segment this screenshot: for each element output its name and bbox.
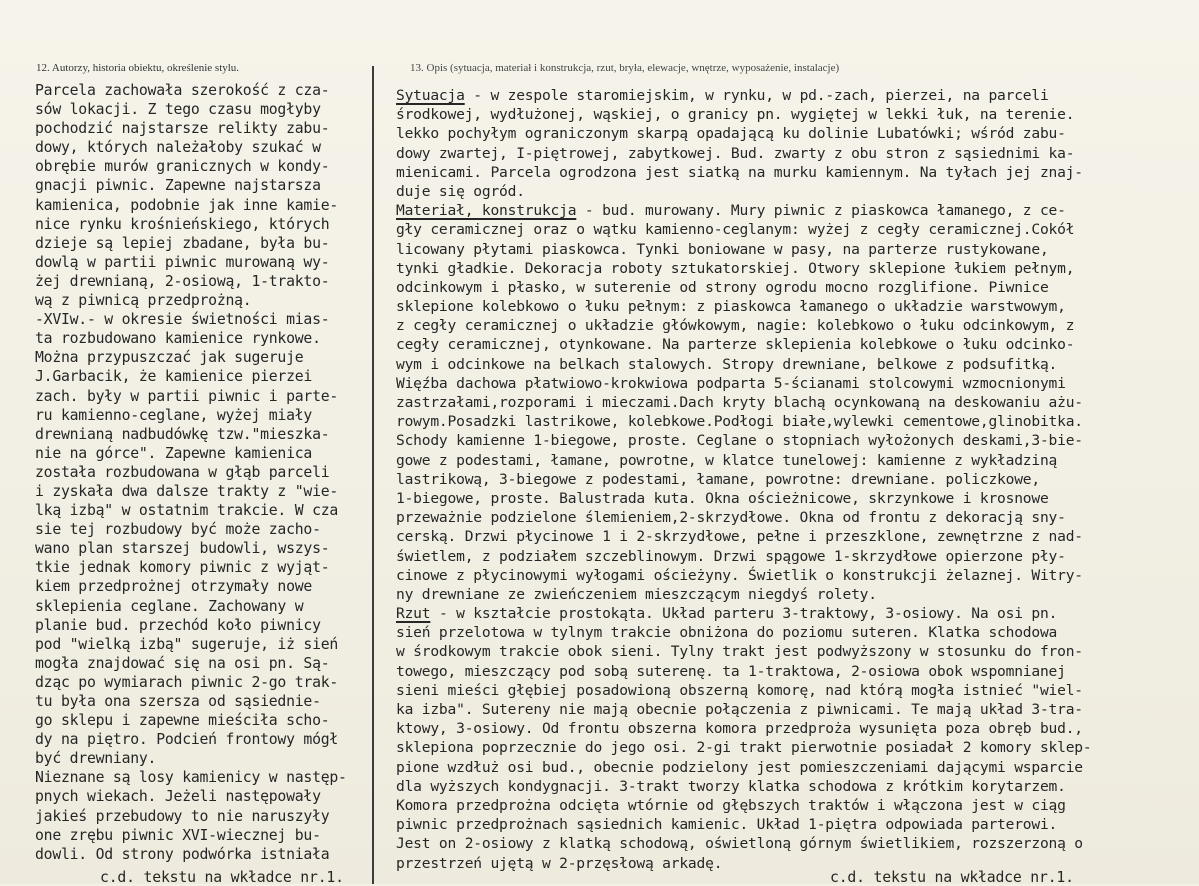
line-text: wym i odcinkowe na belkach stalowych. Stropy drewniane, belkowe z podsufitką.	[396, 355, 1058, 373]
text-line	[396, 259, 1196, 278]
section-label: Rzut	[396, 605, 431, 623]
line-text: gły ceramicznej oraz o wątku kamienno-ceglanym: wyżej z cegły ceramicznej.Cokół	[396, 221, 1075, 239]
line-text: sklepione kolebkowo o łuku pełnym: z piaskowca łamanego o układzie warstwowym,	[396, 298, 1066, 316]
text-line	[396, 182, 1196, 201]
text-line	[396, 508, 1196, 527]
line-text: lastrikową, 3-biegowe z podestami, łamane, powrotne: drewniane. policzkowe,	[396, 470, 1040, 488]
text-line	[396, 144, 1196, 163]
text-line: pnych wiekach. Jeżeli następowały	[35, 788, 321, 806]
text-line	[396, 297, 1196, 316]
text-line	[396, 278, 1196, 297]
text-line: tkie jednak komory piwnic z wyjąt-	[35, 559, 330, 577]
text-line	[396, 105, 1196, 124]
text-line: wą z piwnicą przedprożną.	[35, 292, 252, 310]
text-line	[396, 355, 1196, 374]
line-text: lekko pochyłym ograniczonym skarpą opadającą ku dolinie Lubatówki; wśród zabu-	[396, 125, 1066, 143]
text-line	[396, 163, 1196, 182]
text-line: ta rozbudowano kamienice rynkowe.	[35, 330, 321, 348]
text-line	[396, 547, 1196, 566]
text-line: nice rynku krośnieńskiego, których	[35, 215, 330, 233]
text-line	[396, 220, 1196, 239]
text-line: one zrębu piwnic XVI-wiecznej bu-	[35, 826, 321, 844]
text-line: sów lokacji. Z tego czasu mogłyby	[35, 101, 321, 119]
column-divider	[372, 66, 374, 884]
text-line: dzieje są lepiej zbadane, była bu-	[35, 234, 330, 252]
text-line: dowy, których należałoby szukać w	[35, 139, 321, 157]
text-line	[396, 566, 1196, 585]
text-line: J.Garbacik, że kamienice pierzei	[35, 368, 313, 386]
line-text: piwnic przedprożnach sąsiednich kamienic. Układ 1-piętra odpowiada parterowi.	[396, 816, 1058, 834]
line-text: dla wyższych kondygnacji. 3-trakt tworzy klatka schodowa z krótkim korytarzem.	[396, 777, 1066, 795]
text-line	[396, 316, 1196, 335]
text-line: wano plan starszej budowli, wszys-	[35, 540, 330, 558]
line-text: sień przelotowa w tylnym trakcie obniżona do poziomu suteren. Klatka schodowa	[396, 624, 1058, 642]
line-text: ka izba". Sutereny nie mają obecnie połączenia z piwnicami. Te mają układ 3-tra-	[396, 701, 1083, 718]
line-text: przeważnie podzielone ślemieniem,2-skrzydłowe. Okna od frontu z dekoracją sny-	[396, 509, 1066, 527]
line-text: - w kształcie prostokąta. Układ parteru 3-traktowy, 3-osiowy. Na osi pn.	[430, 605, 1058, 623]
text-line	[396, 815, 1196, 834]
text-line: Nieznane są losy kamienicy w następ-	[35, 769, 347, 787]
text-line: kamienica, podobnie jak inne kamie-	[35, 196, 339, 214]
text-line	[396, 240, 1196, 259]
text-line: sklepienia ceglane. Zachowany w	[35, 597, 304, 615]
text-line: planie bud. przechód koło piwnicy	[35, 616, 321, 634]
text-line	[396, 854, 1196, 873]
text-line	[396, 393, 1196, 412]
text-line: sie tej rozbudowy być może zacho-	[35, 521, 321, 539]
text-line	[396, 585, 1196, 604]
continuation-note-left: c.d. tekstu na wkładce nr.1.	[100, 869, 344, 886]
line-text: sklepiona poprzecznie do jego osi. 2-gi trakt pierwotnie posiadał 2 komory sklep-	[396, 739, 1092, 757]
text-line	[396, 431, 1196, 450]
text-line: drewnianą nadbudówkę tzw."mieszka-	[35, 425, 330, 443]
history-column	[35, 81, 370, 864]
text-line: Parcela zachowała szerokość z cza-	[35, 82, 330, 99]
line-text: cinowe z płycinowymi wyłogami ościeżyny. Świetlik o konstrukcji żelaznej. Witry-	[396, 566, 1083, 584]
text-line: dy na piętro. Podcień frontowy mógł	[35, 731, 339, 749]
text-line: jakieś przebudowy to nie naruszyły	[35, 807, 330, 825]
text-line: pochodzić najstarsze relikty zabu-	[35, 120, 330, 138]
text-line	[396, 796, 1196, 815]
line-text: środkowej, wydłużonej, wąskiej, o granicy pn. wygiętej w lekki łuk, na terenie.	[396, 106, 1075, 124]
text-line: dząc po wymiarach piwnic 2-go trak-	[35, 673, 339, 691]
text-line	[396, 335, 1196, 354]
line-text: Komora przedprożna odcięta wtórnie od głębszych traktów i włączona jest w ciąg	[396, 796, 1066, 814]
line-text: w środkowym trakcie obok sieni. Tylny trakt jest podwyższony w stosunku do fron-	[396, 643, 1083, 661]
section-13-header: 13. Opis (sytuacja, materiał i konstrukcja, rzut, bryła, elewacje, wnętrze, wyposażenie, instalacje)	[410, 62, 840, 74]
text-line: kiem przedprożnej otrzymały nowe	[35, 578, 313, 596]
text-line	[396, 412, 1196, 431]
continuation-note-right: c.d. tekstu na wkładce nr.1.	[830, 869, 1074, 886]
text-line	[396, 86, 1196, 105]
text-line	[396, 758, 1196, 777]
line-text: Schody kamienne 1-biegowe, proste. Ceglane o stopniach wyłożonych deskami,3-bie-	[396, 432, 1083, 450]
line-text: pione wzdłuż osi bud., obecnie podzielony jest pomieszczeniami dającymi wsparcie	[396, 758, 1083, 776]
text-line: tu była ona szersza od sąsiednie-	[35, 693, 321, 710]
text-line: obrębie murów granicznych w kondy-	[35, 158, 330, 176]
text-line	[396, 604, 1196, 623]
section-label: Sytuacja	[396, 87, 465, 104]
text-line	[396, 451, 1196, 470]
text-line	[396, 834, 1196, 853]
line-text: - bud. murowany. Mury piwnic z piaskowca łamanego, z ce-	[576, 202, 1066, 220]
text-line: ru kamienno-ceglane, wyżej miały	[35, 406, 313, 424]
text-line: zach. były w partii piwnic i parte-	[35, 387, 339, 405]
text-line	[396, 719, 1196, 738]
line-text: rowym.Posadzki lastrikowe, kolebkowe.Podłogi białe,wylewki cementowe,glinobitka.	[396, 413, 1083, 431]
text-line	[396, 662, 1196, 681]
line-text: odcinkowym i płasko, w suterenie od strony ogrodu mocno rozglifione. Piwnice	[396, 278, 1049, 296]
line-text: 1-biegowe, proste. Balustrada kuta. Okna ościeżnicowe, skrzynkowe i krosnowe	[396, 489, 1049, 507]
line-text: ktowy, 3-osiowy. Od frontu obszerna komora przedproża wysunięta poza obręb bud.,	[396, 720, 1083, 738]
text-line	[396, 700, 1196, 719]
description-column	[396, 86, 1196, 873]
text-line	[396, 527, 1196, 546]
text-line: została rozbudowana w głąb parceli	[35, 463, 330, 481]
text-line: go sklepu i zapewne mieściła scho-	[35, 712, 330, 730]
text-line: pod "wielką izbą" sugeruje, iż sień	[35, 635, 339, 653]
text-line	[396, 374, 1196, 393]
text-line	[396, 777, 1196, 796]
line-text: ny drewniane ze zwieńczeniem mieszczącym niegdyś rolety.	[396, 585, 877, 603]
text-line	[396, 738, 1196, 757]
line-text: mienicami. Parcela ogrodzona jest siatką na murku kamiennym. Na tyłach jej znaj-	[396, 163, 1083, 181]
line-text: Jest on 2-osiowy z klatką schodową, oświetloną górnym świetlikiem, rozszerzoną o	[396, 835, 1083, 853]
text-line: Można przypuszczać jak sugeruje	[35, 349, 304, 367]
text-line	[396, 124, 1196, 143]
text-line: nie na górce". Zapewne kamienica	[35, 444, 313, 462]
line-text: - w zespole staromiejskim, w rynku, w pd.-zach, pierzei, na parceli	[464, 87, 1049, 104]
line-text: Więźba dachowa płatwiowo-krokwiowa podparta 5-ścianami stolcowymi wzmocnionymi	[396, 374, 1066, 392]
text-line	[396, 681, 1196, 700]
text-line	[396, 642, 1196, 661]
section-12-header: 12. Autorzy, historia obiektu, określenie stylu.	[36, 62, 240, 74]
line-text: licowany płytami piaskowca. Tynki boniowane w pasy, na parterze rustykowane,	[396, 240, 1049, 258]
line-text: przestrzeń ujętą w 2-przęsłową arkadę.	[396, 854, 723, 872]
line-text: sieni mieści głębiej posadowioną obszerną komorę, nad którą mogła istnieć "wiel-	[396, 681, 1083, 699]
line-text: dowy zwartej, I-piętrowej, zabytkowej. Bud. zwarty z obu stron z sąsiednimi ka-	[396, 144, 1075, 162]
line-text: gowe z podestami, łamane, powrotne, w klatce tunelowej: kamienne z wykładziną	[396, 451, 1058, 469]
line-text: świetlem, z podziałem szczeblinowym. Drzwi spągowe 1-skrzydłowe opierzone pły-	[396, 547, 1066, 565]
section-label: Materiał, konstrukcja	[396, 202, 577, 220]
line-text: duje się ogród.	[396, 182, 525, 200]
text-line: lką izbą" w ostatnim trakcie. W cza	[35, 502, 339, 520]
text-line	[396, 470, 1196, 489]
text-line: mogła znajdować się na osi pn. Są-	[35, 654, 330, 672]
line-text: tynki gładkie. Dekoracja roboty sztukatorskiej. Otwory sklepione łukiem pełnym,	[396, 259, 1075, 277]
text-line	[396, 489, 1196, 508]
text-line: gnacji piwnic. Zapewne najstarsza	[35, 177, 321, 195]
text-line: dowlą w partii piwnic murowaną wy-	[35, 253, 330, 271]
text-line: żej drewnianą, 2-osiową, 1-trakto-	[35, 272, 330, 290]
line-text: z cegły ceramicznej o układzie główkowym, nagie: kolebkowo o łuku odcinkowym, z	[396, 317, 1075, 335]
text-line	[396, 623, 1196, 642]
line-text: zastrzałami,rozporami i mieczami.Dach kryty blachą ocynkowaną na deskowaniu ażu-	[396, 394, 1083, 411]
text-line: dowli. Od strony podwórka istniała	[35, 845, 330, 863]
text-line: i zyskała dwa dalsze trakty z "wie-	[35, 482, 339, 500]
text-line: być drewniany.	[35, 750, 157, 768]
line-text: towego, mieszczący pod sobą suterenę. ta 1-traktowa, 2-osiowa obok wspomnianej	[396, 662, 1066, 680]
text-line: -XVIw.- w okresie świetności mias-	[35, 311, 330, 329]
text-line	[396, 201, 1196, 220]
line-text: cerską. Drzwi płycinowe 1 i 2-skrzydłowe, pełne i przeszklone, zewnętrzne z nad-	[396, 528, 1083, 546]
line-text: cegły ceramicznej, otynkowane. Na parterze sklepienia kolebkowe o łuku odcinko-	[396, 336, 1075, 354]
